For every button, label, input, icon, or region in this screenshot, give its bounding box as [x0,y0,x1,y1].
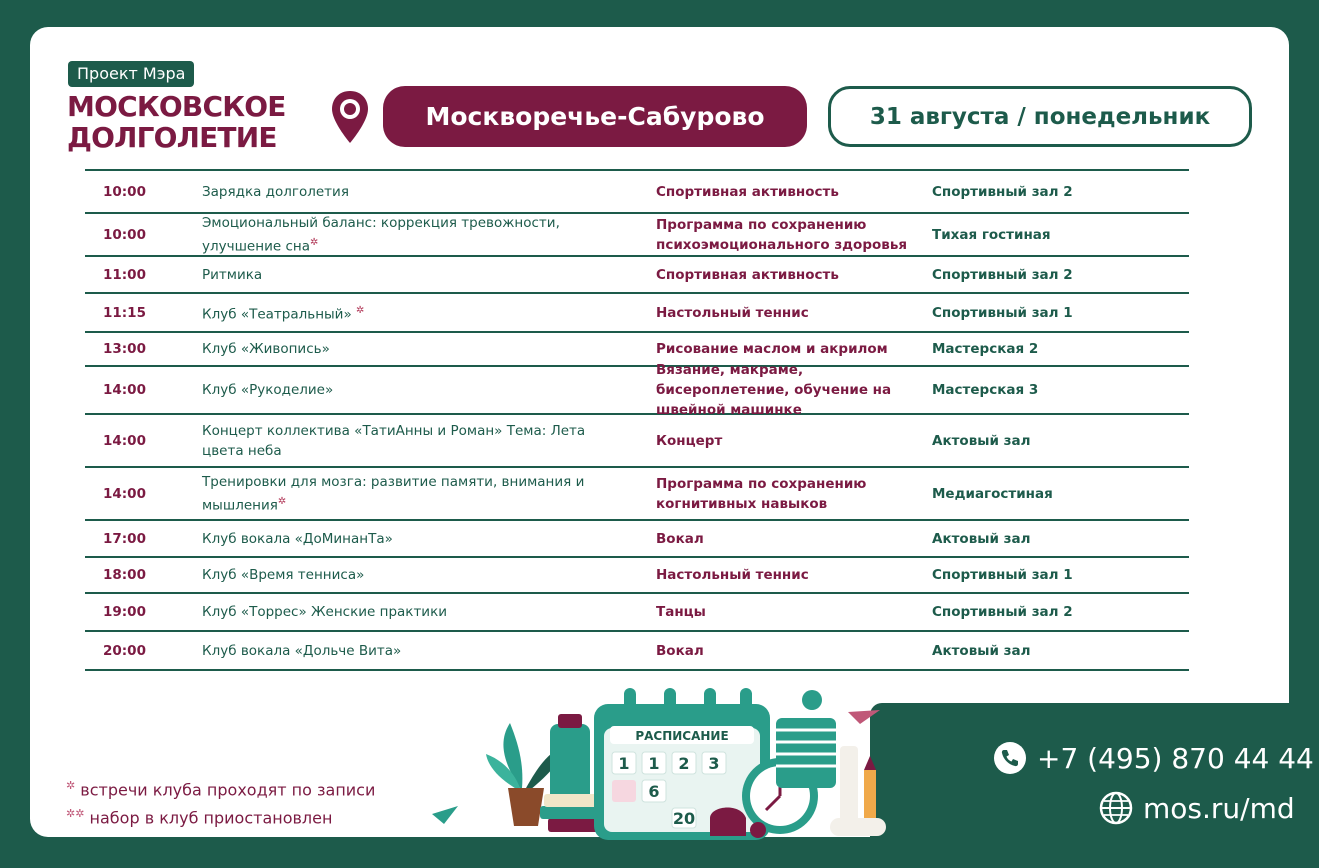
row-activity [202,558,622,592]
footnote-2-mark: ✲✲ [66,807,85,821]
row-category-text: Танцы [656,604,706,620]
logo-line-1: МОСКОВСКОЕ [67,90,286,123]
row-category [656,257,926,292]
row-category-text: Концерт [656,432,723,449]
footnotes [66,774,375,831]
table-row [85,521,1189,558]
row-location [932,632,1030,669]
row-activity [202,521,622,556]
row-category-text: Спортивная активность [656,266,839,283]
footnote-1-text: встречи клуба проходят по записи [75,780,376,800]
table-row [85,333,1189,367]
enrollment-mark: ✲ [309,236,319,248]
row-location-text: Актовый зал [932,432,1031,449]
row-location-text: Актовый зал [932,530,1031,547]
row-category-text: Вокал [656,530,704,547]
row-location-text: Спортивный зал 2 [932,183,1073,200]
footer-green-area [870,703,1319,868]
row-category [656,214,926,255]
footnote-2 [66,802,375,830]
calendar-cell-3: 2 [678,754,690,773]
table-row [85,415,1189,468]
row-activity-text: Концерт коллектива «ТатиАнны и Роман» Тема: Лета цвета неба [202,422,586,459]
row-location [932,558,1073,592]
row-time-text: 13:00 [103,341,146,357]
table-row [85,214,1189,257]
row-activity-text: Клуб «Театральный» ✲ [202,304,365,323]
row-activity-text: Клуб «Торрес» Женские практики [202,604,448,620]
table-row [85,468,1189,521]
table-row [85,362,1189,418]
row-category-text: Программа по сохранению психоэмоционального здоровья [656,216,908,253]
row-location-text: Мастерская 2 [932,341,1039,357]
phone-icon [993,741,1027,775]
footnote-1-mark: ✲ [66,779,76,792]
row-activity-text: Тренировки для мозга: развитие памяти, внимания и мышления✲ [202,473,585,514]
logo-line-2: ДОЛГОЛЕТИЕ [67,121,277,154]
row-time [103,333,146,365]
schedule-illustration [400,668,920,848]
row-location [932,214,1051,255]
row-time [103,558,146,592]
row-time-text: 11:15 [103,304,146,321]
row-category-text: Вокал [656,642,704,659]
row-time [103,521,146,556]
enrollment-mark: ✲ [277,495,287,507]
schedule-table [85,169,1189,671]
phone-contact [993,741,1314,775]
enrollment-mark: ✲ [356,304,365,316]
calendar-title: РАСПИСАНИЕ [635,729,729,743]
row-category-text: Вязание, макраме, бисероплетение, обучение на швейной машинке [656,362,892,418]
date-pill: 31 августа / понедельник [828,86,1252,147]
row-time [103,294,146,331]
row-time-text: 10:00 [103,226,146,243]
table-row [85,594,1189,632]
location-pin-icon [330,89,370,145]
row-location-text: Спортивный зал 2 [932,604,1073,620]
row-activity [202,214,622,255]
row-category-text: Рисование маслом и акрилом [656,341,888,357]
row-location [932,415,1030,466]
row-activity-text: Клуб «Живопись» [202,341,330,357]
row-category-text: Программа по сохранению когнитивных навыков [656,475,867,512]
row-activity [202,333,622,365]
row-activity [202,415,622,466]
website-contact [1099,791,1295,825]
row-location-text: Актовый зал [932,642,1031,659]
row-activity-text: Клуб вокала «Дольче Вита» [202,642,402,659]
row-location-text: Спортивный зал 1 [932,304,1073,321]
calendar-cell-4: 3 [708,754,720,773]
row-activity [202,632,622,669]
row-time [103,214,146,255]
row-activity-text: Клуб «Время тенниса» [202,567,365,583]
row-activity-text: Клуб вокала «ДоМинанТа» [202,530,393,547]
row-time [103,257,146,292]
row-category [656,594,926,630]
calendar-cell-2: 1 [648,754,660,773]
row-location-text: Спортивный зал 2 [932,266,1073,283]
row-activity [202,367,622,413]
footnote-1 [66,774,375,802]
row-category [656,632,926,669]
row-time-text: 14:00 [103,485,146,502]
row-activity [202,171,622,212]
row-location [932,521,1030,556]
table-row [85,294,1189,333]
row-time [103,171,146,212]
row-time-text: 14:00 [103,382,146,398]
row-location [932,294,1073,331]
row-location-text: Медиагостиная [932,485,1053,502]
row-location [932,367,1038,413]
row-category [656,558,926,592]
calendar-cell-1: 1 [618,754,630,773]
row-time-text: 14:00 [103,432,146,449]
row-category [656,171,926,212]
row-activity-text: Клуб «Рукоделие» [202,382,334,398]
row-location [932,171,1073,212]
row-category [656,362,926,418]
row-activity [202,257,622,292]
table-row [85,558,1189,594]
row-activity [202,468,622,519]
row-location [932,468,1053,519]
row-time-text: 17:00 [103,530,146,547]
row-category [656,521,926,556]
phone-number[interactable]: +7 (495) 870 44 44 [1037,741,1314,775]
row-location-text: Спортивный зал 1 [932,567,1073,583]
row-location [932,257,1073,292]
project-badge: Проект Мэра [68,61,194,87]
district-pill: Москворечье-Сабурово [383,86,807,147]
row-time-text: 20:00 [103,642,146,659]
website-link[interactable]: mos.ru/md [1143,791,1295,825]
calendar-cell-6: 20 [672,809,696,828]
logo [67,91,286,153]
row-time [103,632,146,669]
calendar-cell-5: 6 [648,782,660,801]
table-row [85,257,1189,294]
row-category-text: Настольный теннис [656,567,809,583]
row-activity-text: Зарядка долголетия [202,183,349,200]
row-time-text: 19:00 [103,604,146,620]
row-activity-text: Эмоциональный баланс: коррекция тревожности, улучшение сна✲ [202,214,560,255]
row-time [103,367,146,413]
row-category-text: Настольный теннис [656,304,809,321]
row-location [932,594,1073,630]
footnote-2-text: набор в клуб приостановлен [84,808,333,828]
table-row [85,171,1189,214]
row-time-text: 10:00 [103,183,146,200]
row-time [103,594,146,630]
row-activity-text: Ритмика [202,266,263,283]
row-activity [202,594,622,630]
row-time-text: 11:00 [103,266,146,283]
row-category [656,294,926,331]
row-time [103,468,146,519]
globe-icon [1099,791,1133,825]
row-category-text: Спортивная активность [656,183,839,200]
row-category [656,468,926,519]
row-time [103,415,146,466]
row-category [656,415,926,466]
row-time-text: 18:00 [103,567,146,583]
row-location-text: Тихая гостиная [932,226,1051,243]
row-activity [202,294,622,331]
row-location-text: Мастерская 3 [932,382,1039,398]
row-location [932,333,1038,365]
table-row [85,632,1189,671]
